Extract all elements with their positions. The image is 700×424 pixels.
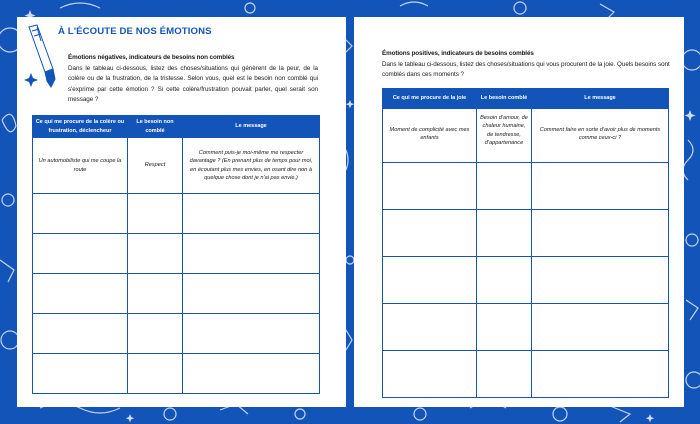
table-row xyxy=(33,138,320,194)
trigger-cell[interactable] xyxy=(33,194,128,234)
trigger-cell[interactable] xyxy=(33,314,128,354)
table-row xyxy=(33,274,320,314)
message-cell[interactable] xyxy=(183,354,320,394)
positive-emotions-heading: Émotions positives, indicateurs de besoins comblés xyxy=(382,50,534,57)
message-cell[interactable] xyxy=(183,274,320,314)
table-row xyxy=(383,109,669,163)
left-page xyxy=(17,17,346,407)
table-header-fulfilled-need: Le besoin comblé xyxy=(477,89,532,109)
fulfilled-need-cell[interactable] xyxy=(477,210,532,257)
table-header-joy-source: Ce qui me procure de la joie xyxy=(383,89,477,109)
message-cell[interactable] xyxy=(532,210,669,257)
message-cell[interactable]: Comment faire en sorte d'avoir plus de moments comme ceux-ci ? xyxy=(532,109,669,163)
need-cell[interactable]: Respect xyxy=(128,138,183,194)
message-cell[interactable] xyxy=(532,163,669,210)
message-cell[interactable] xyxy=(532,257,669,304)
sparkle-star-icon xyxy=(24,73,38,87)
need-cell[interactable] xyxy=(128,234,183,274)
table-row xyxy=(33,314,320,354)
fulfilled-need-cell[interactable] xyxy=(477,257,532,304)
right-page xyxy=(354,17,684,407)
table-row xyxy=(383,163,669,210)
trigger-cell[interactable] xyxy=(33,354,128,394)
need-cell[interactable] xyxy=(128,354,183,394)
negative-emotions-intro: Dans le tableau ci-dessous, listez des choses/situations qui génèrent de la peur, de la colère ou de la frustration, de la tristesse. Selon vous, quel est le besoin non comblé qui s'exprime par cette émotion ? Si cette colère/frustration pouvait parler, quel serait son message ? xyxy=(68,65,318,104)
table-row xyxy=(383,351,669,398)
page-title: À L'ÉCOUTE DE NOS ÉMOTIONS xyxy=(58,26,212,37)
joy-source-cell[interactable] xyxy=(383,210,477,257)
table-row xyxy=(383,210,669,257)
message-cell[interactable] xyxy=(183,234,320,274)
need-cell[interactable] xyxy=(128,274,183,314)
joy-source-cell[interactable] xyxy=(383,257,477,304)
table-row xyxy=(383,257,669,304)
table-row xyxy=(33,234,320,274)
trigger-cell[interactable]: Un automobiliste qui me coupe la route xyxy=(33,138,128,194)
table-header-message: Le message xyxy=(532,89,669,109)
table-header-trigger: Ce qui me procure de la colère ou frustration, déclencheur xyxy=(33,116,128,138)
table-row xyxy=(33,354,320,394)
message-cell[interactable]: Comment puis-je moi-même me respecter davantage ? (En prenant plus de temps pour moi, en écoutant plus mes envies, en osant dire non à quelque chose dont je n'ai pas envie.) xyxy=(183,138,320,194)
negative-emotions-heading: Émotions négatives, indicateurs de besoins non comblés xyxy=(68,54,235,61)
table-header-message: Le message xyxy=(183,116,320,138)
need-cell[interactable] xyxy=(128,194,183,234)
message-cell[interactable] xyxy=(183,194,320,234)
joy-source-cell[interactable] xyxy=(383,163,477,210)
fulfilled-need-cell[interactable]: Besoin d'amour, de chaleur humaine, de tendresse, d'appartenance xyxy=(477,109,532,163)
message-cell[interactable] xyxy=(532,351,669,398)
fulfilled-need-cell[interactable] xyxy=(477,351,532,398)
table-header-need: Le besoin non comblé xyxy=(128,116,183,138)
trigger-cell[interactable] xyxy=(33,234,128,274)
table-row xyxy=(383,304,669,351)
positive-emotions-table xyxy=(382,88,669,398)
trigger-cell[interactable] xyxy=(33,274,128,314)
message-cell[interactable] xyxy=(532,304,669,351)
joy-source-cell[interactable] xyxy=(383,351,477,398)
message-cell[interactable] xyxy=(183,314,320,354)
negative-emotions-table xyxy=(32,115,320,394)
fulfilled-need-cell[interactable] xyxy=(477,163,532,210)
need-cell[interactable] xyxy=(128,314,183,354)
positive-emotions-intro: Dans le tableau ci-dessous, listez des choses/situations qui vous procurent de la joie. Quels besoins sont comblés dans ces moments ? xyxy=(382,61,670,79)
fulfilled-need-cell[interactable] xyxy=(477,304,532,351)
joy-source-cell[interactable]: Moment de complicité avec mes enfants xyxy=(383,109,477,163)
table-row xyxy=(33,194,320,234)
fountain-pen-icon xyxy=(23,23,57,93)
joy-source-cell[interactable] xyxy=(383,304,477,351)
